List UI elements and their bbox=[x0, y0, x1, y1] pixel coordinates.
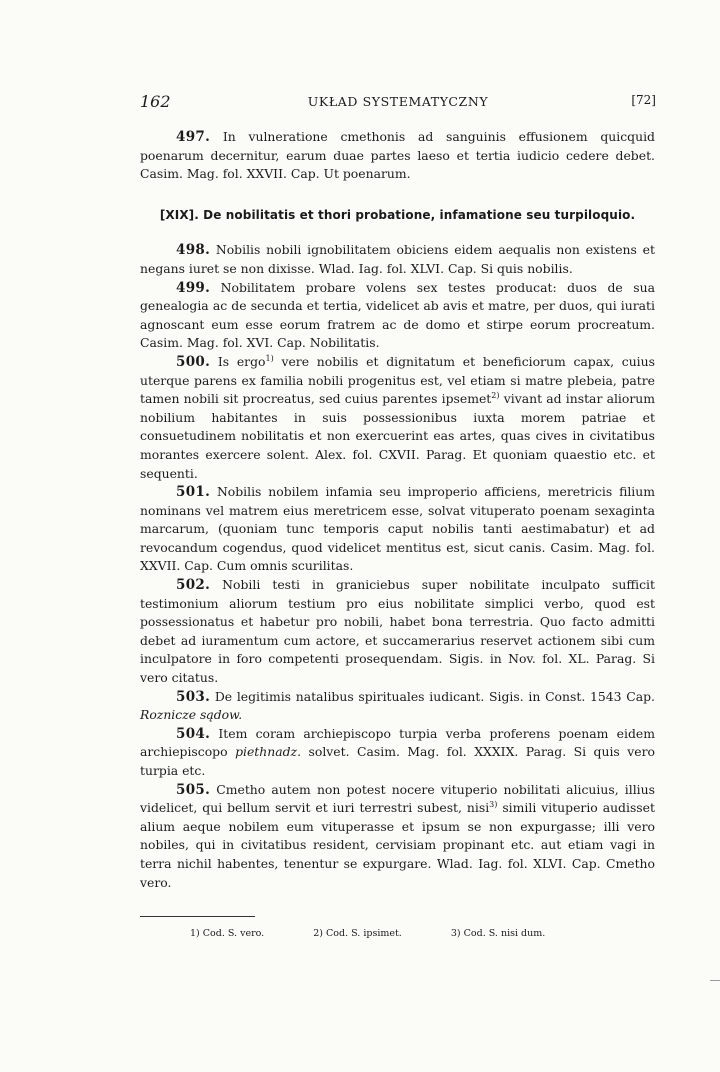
paragraph-number: 501. bbox=[176, 484, 211, 501]
paragraph-number: 503. bbox=[176, 688, 211, 705]
bracket-number: [72] bbox=[631, 93, 656, 107]
paragraph-number: 498. bbox=[176, 242, 211, 259]
footnote-ref: 3) bbox=[489, 800, 498, 810]
paragraph-text: vivant ad instar aliorum nobilium habitantes in suis possessionibus iuxta morem patriae et consuetudinem nobilitatis et non exercuerint eas artes, quas cives in civitatibus morantes exercere solent. Alex. fol. CXVII. Parag. Et quoniam quaestio etc. et sequenti. bbox=[140, 391, 655, 481]
paragraph-text: Cmetho autem non potest nocere vituperio nobilitati alicuius, illius videlicet, qui bellum servit et iuri terrestri subest, nisi bbox=[140, 781, 655, 816]
paragraph-501 bbox=[140, 483, 655, 576]
paragraph-text: simili vituperio audisset alium aeque nobilem eum vituperasse et ipsum se non expurgasse; illi vero nobiles, qui in civitatibus resident, cervisiam propinant etc. aut etiam vagi in terra nichil habentes, tenentur se expurgare. Wlad. Iag. fol. XLVI. Cap. Cmetho vero. bbox=[140, 800, 655, 890]
paragraph-text: vere nobilis et dignitatum et beneficiorum capax, cuius uterque parens ex familia nobili progenitus est, vel etiam si matre plebeia, patre tamen nobili sit procreatus, sed cuius parentes ipsemet bbox=[140, 353, 655, 407]
paragraph-text: solvet. Casim. Mag. fol. XXXIX. Parag. Si quis vero turpia etc. bbox=[140, 744, 655, 778]
footnotes bbox=[190, 928, 591, 939]
paragraph-499 bbox=[140, 279, 655, 353]
paragraph-number: 505. bbox=[176, 781, 211, 798]
body-text bbox=[140, 128, 655, 892]
paragraph-502 bbox=[140, 576, 655, 688]
footnote-divider bbox=[140, 916, 255, 917]
paragraph-text: Nobilis nobili ignobilitatem obiciens eidem aequalis non existens et negans iuret se non dixisse. Wlad. Iag. fol. XLVI. Cap. Si quis nobilis. bbox=[140, 242, 655, 276]
paragraph-number: 502. bbox=[176, 577, 211, 594]
italic-term: Roznicze sądow. bbox=[140, 707, 243, 723]
paragraph-text: De legitimis natalibus spirituales iudicant. Sigis. in Const. 1543 Cap. bbox=[214, 688, 655, 704]
footnote-3: 3) Cod. S. nisi dum. bbox=[450, 928, 546, 939]
paragraph-number: 497. bbox=[176, 129, 211, 145]
paragraph-text: In vulneratione cmethonis ad sanguinis effusionem quicquid poenarum decernitur, earum duae partes laeso et tertia iudicio cedere debet. Casim. Mag. fol. XXVII. Cap. Ut poenarum. bbox=[140, 129, 655, 182]
edge-mark bbox=[710, 980, 720, 983]
italic-term: piethnadz. bbox=[235, 744, 302, 760]
paragraph-497 bbox=[140, 128, 655, 184]
paragraph-505 bbox=[140, 781, 655, 893]
paragraph-text: Nobili testi in graniciebus super nobilitate inculpato sufficit testimonium aliorum testium pro eius nobilitate simplici verbo, quod est possessionatus et habetur pro nobili, habet bona terrestria. Quo facto admitti debet ad iuramentum cum actore, et succamerarius reservet actionem sibi cum inculpatore in foro competenti prosequendam. Sigis. in Nov. fol. XL. Parag. Si vero citatus. bbox=[140, 577, 655, 686]
paragraph-503 bbox=[140, 688, 655, 725]
footnote-2: 2) Cod. S. ipsimet. bbox=[313, 928, 402, 939]
footnote-1: 1) Cod. S. vero. bbox=[190, 928, 265, 939]
page-header bbox=[140, 92, 656, 114]
footnote-ref: 2) bbox=[491, 391, 500, 400]
footnote-ref: 1) bbox=[265, 353, 274, 363]
paragraph-500 bbox=[140, 353, 655, 483]
paragraph-text: Nobilitatem probare volens sex testes producat: duos de sua genealogia ac de secunda et tertia, videlicet ab avis et matre, per duos, qui iurati agnoscant eum esse eorum fratrem ac de domo et stirpe eorum procreatum. Casim. Mag. fol. XVI. Cap. Nobilitatis. bbox=[140, 279, 655, 351]
section-heading: [XIX]. De nobilitatis et thori probatione, infamatione seu turpiloquio. bbox=[159, 207, 636, 222]
paragraph-text: Nobilis nobilem infamia seu improperio afficiens, meretricis filium nominans vel matrem eius meretricem esse, solvat vituperato poenam sexaginta marcarum, (quoniam tunc temporis caput nobilis tanti aestimabatur) et ad revocandum cogendus, quod videlicet mentitus est, sicut canis. Casim. Mag. fol. XXVII. Cap. Cum omnis scurilitas. bbox=[140, 484, 655, 574]
paragraph-number: 499. bbox=[176, 279, 211, 296]
paragraph-number: 500. bbox=[176, 353, 211, 370]
paragraph-504 bbox=[140, 725, 655, 781]
running-title: UKŁAD SYSTEMATYCZNY bbox=[307, 94, 489, 109]
paragraph-text: Is ergo bbox=[217, 353, 266, 369]
paragraph-number: 504. bbox=[176, 725, 211, 742]
page-number: 162 bbox=[140, 92, 171, 111]
paragraph-text: Item coram archiepiscopo turpia verba proferens poenam eidem archiepiscopo bbox=[140, 725, 655, 760]
paragraph-498 bbox=[140, 241, 655, 278]
